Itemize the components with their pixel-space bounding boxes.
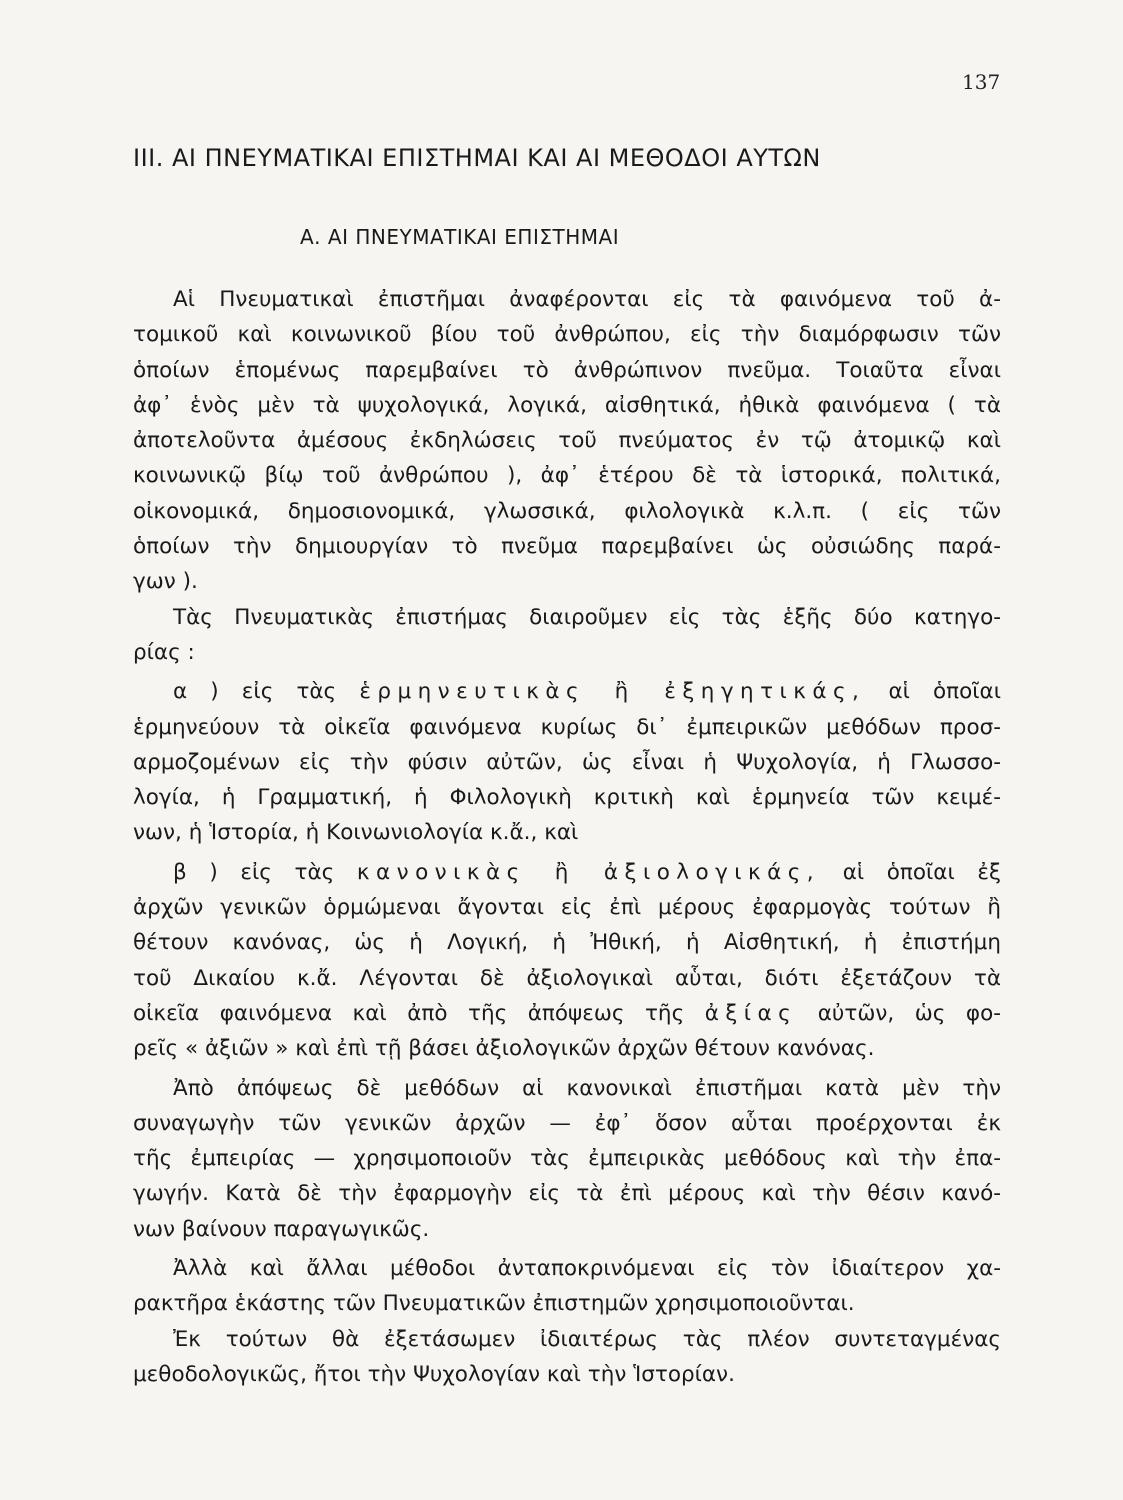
paragraph-2 — [133, 600, 1001, 671]
page-number: 137 — [962, 70, 1001, 94]
text-line — [133, 674, 1001, 709]
text-fragment: α ) εἰς τὰς — [173, 679, 360, 705]
text-fragment: αἱ ὁποῖαι — [865, 679, 1001, 705]
text-line — [133, 996, 1001, 1031]
text-line: γων ). — [133, 569, 198, 595]
section-title: Α. ΑΙ ΠΝΕΥΜΑΤΙΚΑΙ ΕΠΙΣΤΗΜΑΙ — [300, 225, 620, 249]
text-line: συναγωγὴν τῶν γενικῶν ἀρχῶν — ἐφ᾽ ὅσον αὗται προέρχονται ἐκ — [133, 1110, 1001, 1136]
text-line: ρακτῆρα ἑκάστης τῶν Πνευματικῶν ἐπιστημῶν χρησιμοποιοῦνται. — [133, 1291, 855, 1317]
text-line: ὁποίων ἑπομένως παρεμβαίνει τὸ ἀνθρώπινον πνεῦμα. Τοιαῦτα εἶναι — [133, 357, 1001, 383]
paragraph-3 — [133, 674, 1001, 850]
text-line: ρίας : — [133, 639, 195, 665]
text-fragment: β ) εἰς τὰς — [173, 859, 357, 885]
text-line: κοινωνικῷ βίῳ τοῦ ἀνθρώπου ), ἀφ᾽ ἑτέρου δὲ τὰ ἱστορικά, πολιτικά, — [133, 463, 1001, 489]
text-fragment: αἱ ὁποῖαι ἐξ — [820, 859, 1001, 885]
text-line: τομικοῦ καὶ κοινωνικοῦ βίου τοῦ ἀνθρώπου, εἰς τὴν διαμόρφωσιν τῶν — [133, 322, 1001, 348]
text-line: ρεῖς « ἀξιῶν » καὶ ἐπὶ τῇ βάσει ἀξιολογικῶν ἀρχῶν θέτουν κανόνας. — [133, 1036, 875, 1062]
text-line: Τὰς Πνευματικὰς ἐπιστήμας διαιροῦμεν εἰς τὰς ἑξῆς δύο κατηγο- — [173, 604, 1001, 630]
text-fragment: οἰκεῖα φαινόμενα καὶ ἀπὸ τῆς ἀπόψεως τῆς — [133, 1000, 705, 1026]
text-line — [133, 855, 1001, 890]
text-line: θέτουν κανόνας, ὡς ἡ Λογική, ἡ Ἠθική, ἡ Αἰσθητική, ἡ ἐπιστήμη — [133, 930, 1001, 956]
text-line: ἑρμηνεύουν τὰ οἰκεῖα φαινόμενα κυρίως δι᾽ ἐμπειρικῶν μεθόδων προσ- — [133, 714, 1001, 740]
text-line: ἀφ᾽ ἑνὸς μὲν τὰ ψυχολογικά, λογικά, αἰσθητικά, ἠθικὰ φαινόμενα ( τὰ — [133, 392, 1001, 418]
chapter-title: III. ΑΙ ΠΝΕΥΜΑΤΙΚΑΙ ΕΠΙΣΤΗΜΑΙ ΚΑΙ ΑΙ ΜΕΘΟΔΟΙ ΑΥΤΩΝ — [133, 144, 821, 172]
text-line: Αἱ Πνευματικαὶ ἐπιστῆμαι ἀναφέρονται εἰς τὰ φαινόμενα τοῦ ἀ- — [173, 287, 1001, 312]
paragraph-5 — [133, 1071, 1001, 1247]
paragraph-4 — [133, 855, 1001, 1067]
text-line: Ἐκ τούτων θὰ ἐξετάσωμεν ἰδιαιτέρως τὰς πλέον συντεταγμένας — [173, 1326, 1001, 1352]
body-text — [133, 282, 1001, 1392]
text-line: Ἀπὸ ἀπόψεως δὲ μεθόδων αἱ κανονικαὶ ἐπιστῆμαι κατὰ μὲν τὴν — [173, 1075, 1001, 1101]
text-line: Ἀλλὰ καὶ ἄλλαι μέθοδοι ἀνταποκρινόμεναι εἰς τὸν ἰδιαίτερον χα- — [173, 1256, 1001, 1282]
text-line: ἀρχῶν γενικῶν ὁρμώμεναι ἄγονται εἰς ἐπὶ μέρους ἐφαρμογὰς τούτων ἢ — [133, 895, 1001, 921]
paragraph-1 — [133, 282, 1001, 600]
text-line: ἀποτελοῦντα ἀμέσους ἐκδηλώσεις τοῦ πνεύματος ἐν τῷ ἀτομικῷ καὶ — [133, 428, 1001, 454]
emphasized-term: ἀξίας — [704, 1000, 798, 1026]
text-fragment: αὐτῶν, ὡς φο- — [797, 1000, 1001, 1026]
emphasized-term: ἑρμηνευτικὰς ἢ ἐξηγητικάς, — [359, 679, 866, 705]
paragraph-6 — [133, 1251, 1001, 1322]
text-line: τῆς ἐμπειρίας — χρησιμοποιοῦν τὰς ἐμπειρικὰς μεθόδους καὶ τὴν ἐπα- — [133, 1146, 1001, 1172]
text-line: ὁποίων τὴν δημιουργίαν τὸ πνεῦμα παρεμβαίνει ὡς οὐσιώδης παρά- — [133, 534, 1001, 560]
emphasized-term: κανονικὰς ἢ ἀξιολογικάς, — [356, 859, 821, 885]
text-line: μεθοδολογικῶς, ἤτοι τὴν Ψυχολογίαν καὶ τὴν Ἱστορίαν. — [133, 1361, 735, 1387]
text-line: νων βαίνουν παραγωγικῶς. — [133, 1216, 430, 1242]
text-line: νων, ἡ Ἱστορία, ἡ Κοινωνιολογία κ.ἄ., καὶ — [133, 820, 579, 846]
text-line: λογία, ἡ Γραμματική, ἡ Φιλολογικὴ κριτικὴ καὶ ἑρμηνεία τῶν κειμέ- — [133, 785, 1001, 811]
text-line: γωγήν. Κατὰ δὲ τὴν ἐφαρμογὴν εἰς τὰ ἐπὶ μέρους καὶ τὴν θέσιν κανό- — [133, 1181, 1001, 1207]
text-line: τοῦ Δικαίου κ.ἄ. Λέγονται δὲ ἀξιολογικαὶ αὗται, διότι ἐξετάζουν τὰ — [133, 965, 1001, 991]
text-line: αρμοζομένων εἰς τὴν φύσιν αὐτῶν, ὡς εἶναι ἡ Ψυχολογία, ἡ Γλωσσο- — [133, 749, 1001, 775]
paragraph-7 — [133, 1322, 1001, 1393]
text-line: οἰκονομικά, δημοσιονομικά, γλωσσικά, φιλολογικὰ κ.λ.π. ( εἰς τῶν — [133, 498, 1001, 524]
